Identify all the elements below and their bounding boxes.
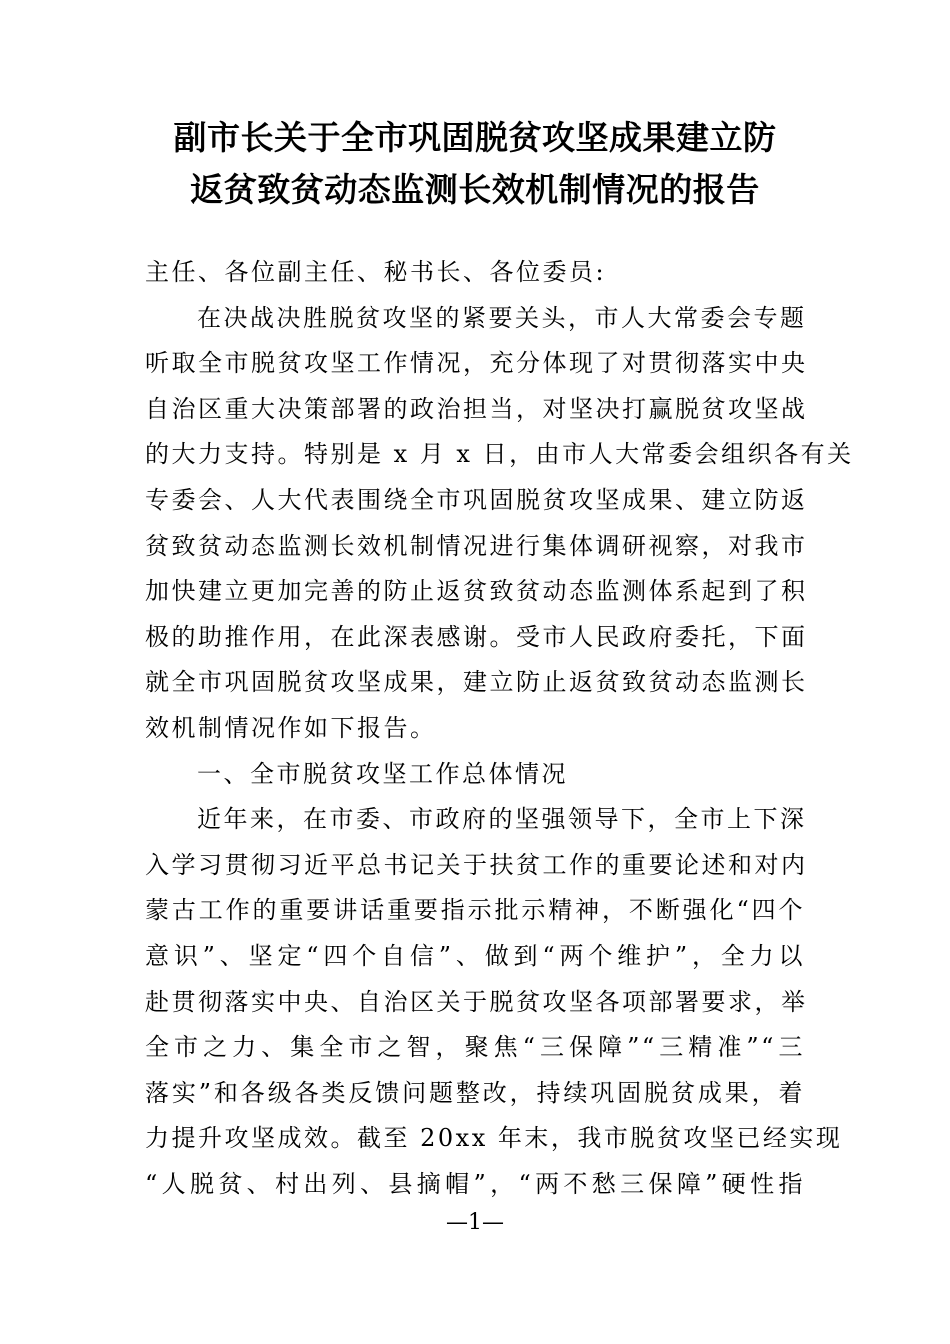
paragraph-line: 加快建立更加完善的防止返贫致贫动态监测体系起到了积 [145, 577, 808, 606]
paragraph-line: 听取全市脱贫攻坚工作情况，充分体现了对贯彻落实中央 [145, 349, 808, 378]
paragraph-line: 蒙古工作的重要讲话重要指示批示精神，不断强化“四个 [145, 896, 805, 925]
paragraph-line: 意识”、坚定“四个自信”、做到“两个维护”，全力以 [145, 941, 805, 970]
paragraph-2 [145, 797, 843, 1207]
document-body [145, 250, 854, 1207]
paragraph-line: 专委会、人大代表围绕全市巩固脱贫攻坚成果、建立防返 [145, 485, 808, 514]
page-number: —1— [446, 1210, 504, 1235]
paragraph-line: 入学习贯彻习近平总书记关于扶贫工作的重要论述和对内 [145, 850, 808, 879]
paragraph-line: 赴贯彻落实中央、自治区关于脱贫攻坚各项部署要求，举 [145, 987, 808, 1016]
paragraph-line: 力提升攻坚成效。截至 20xx 年末，我市脱贫攻坚已经实现 [145, 1124, 843, 1153]
paragraph-line: 贫致贫动态监测长效机制情况进行集体调研视察，对我市 [145, 531, 808, 560]
salutation: 主任、各位副主任、秘书长、各位委员: [145, 258, 607, 286]
title-line-1: 副市长关于全市巩固脱贫攻坚成果建立防 [173, 118, 777, 157]
paragraph-line: 极的助推作用，在此深表感谢。受市人民政府委托，下面 [145, 622, 808, 651]
paragraph-1 [145, 296, 854, 752]
paragraph-line: “人脱贫、村出列、县摘帽”，“两不愁三保障”硬性指 [145, 1169, 805, 1198]
paragraph-line: 全市之力、集全市之智，聚焦“三保障”“三精准”“三 [145, 1033, 805, 1062]
paragraph-line: 效机制情况作如下报告。 [145, 713, 437, 742]
document-title [145, 112, 805, 216]
paragraph-line: 就全市巩固脱贫攻坚成果，建立防止返贫致贫动态监测长 [145, 668, 808, 697]
paragraph-line: 落实”和各级各类反馈问题整改，持续巩固脱贫成果，着 [145, 1078, 805, 1107]
section-heading: 一、全市脱贫攻坚工作总体情况 [197, 759, 568, 788]
paragraph-line: 在决战决胜脱贫攻坚的紧要关头，市人大常委会专题 [197, 303, 807, 332]
paragraph-line: 的大力支持。特别是 x 月 x 日，由市人大常委会组织各有关 [145, 440, 854, 469]
paragraph-line: 自治区重大决策部署的政治担当，对坚决打赢脱贫攻坚战 [145, 394, 808, 423]
title-line-2: 返贫致贫动态监测长效机制情况的报告 [190, 170, 760, 209]
paragraph-line: 近年来，在市委、市政府的坚强领导下，全市上下深 [197, 805, 807, 834]
